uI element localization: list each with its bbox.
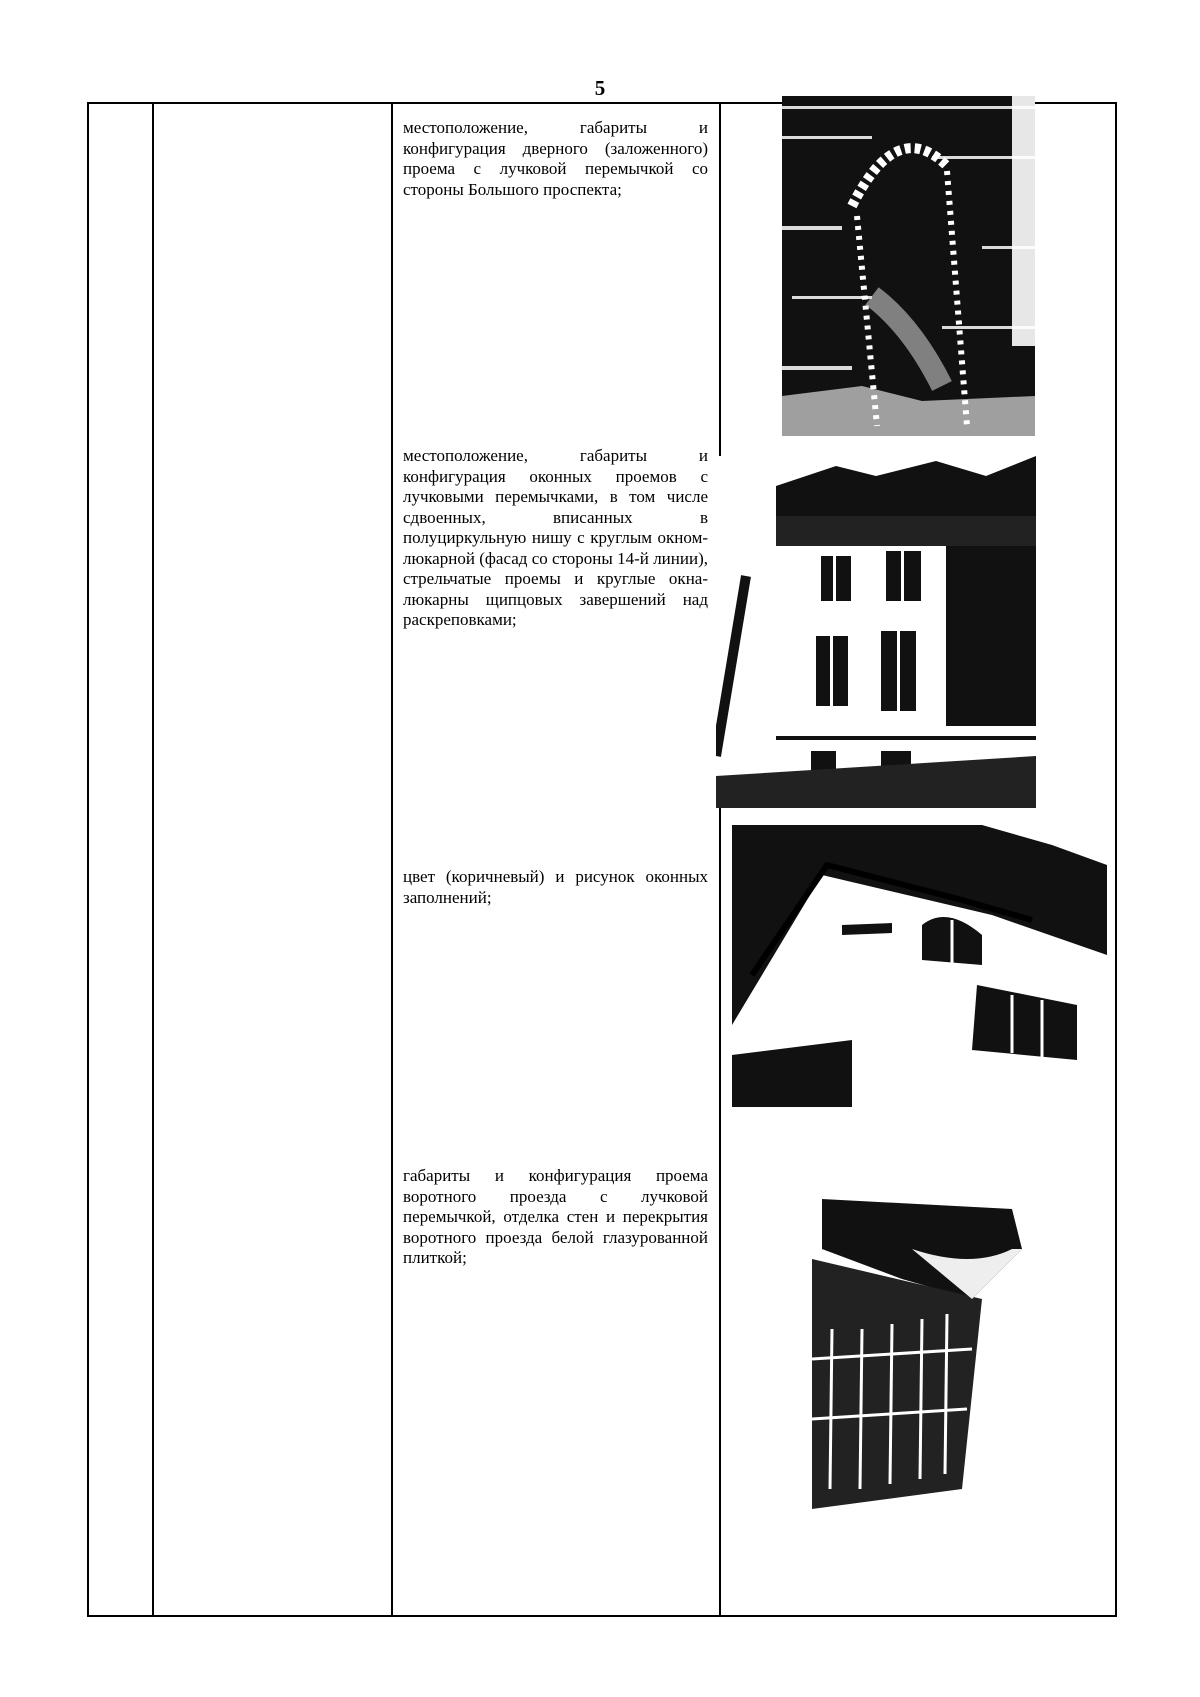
column-divider	[719, 104, 721, 1615]
window-frames-photo	[732, 825, 1107, 1107]
building-facade-photo	[716, 456, 1036, 808]
arched-doorway-photo	[782, 96, 1035, 436]
row-3-text: цвет (коричневый) и рисунок оконных заполнений;	[403, 867, 708, 907]
row-2-text: местоположение, габариты и конфигурация оконных проемов с лучковыми перемычками, в том числе сдвоенных, вписанных в полуциркульную нишу с круглым окном-люкарной (фасад со стороны 14-й линии), стрельчатые проемы и круглые окна-люкарны щипцовых завершений над раскреповками;	[403, 446, 708, 629]
row-1-text: местоположение, габариты и конфигурация дверного (заложенного) проема с лучковой перемычкой со стороны Большого проспекта;	[403, 118, 708, 199]
gateway-passage-photo	[782, 1189, 1032, 1519]
document-table	[87, 102, 1117, 1617]
column-divider	[152, 104, 154, 1615]
column-divider	[391, 104, 393, 1615]
row-4-text: габариты и конфигурация проема воротного проезда с лучковой перемычкой, отделка стен и перекрытия воротного проезда белой глазурованной плиткой;	[403, 1166, 708, 1267]
page-number: 5	[594, 76, 606, 100]
